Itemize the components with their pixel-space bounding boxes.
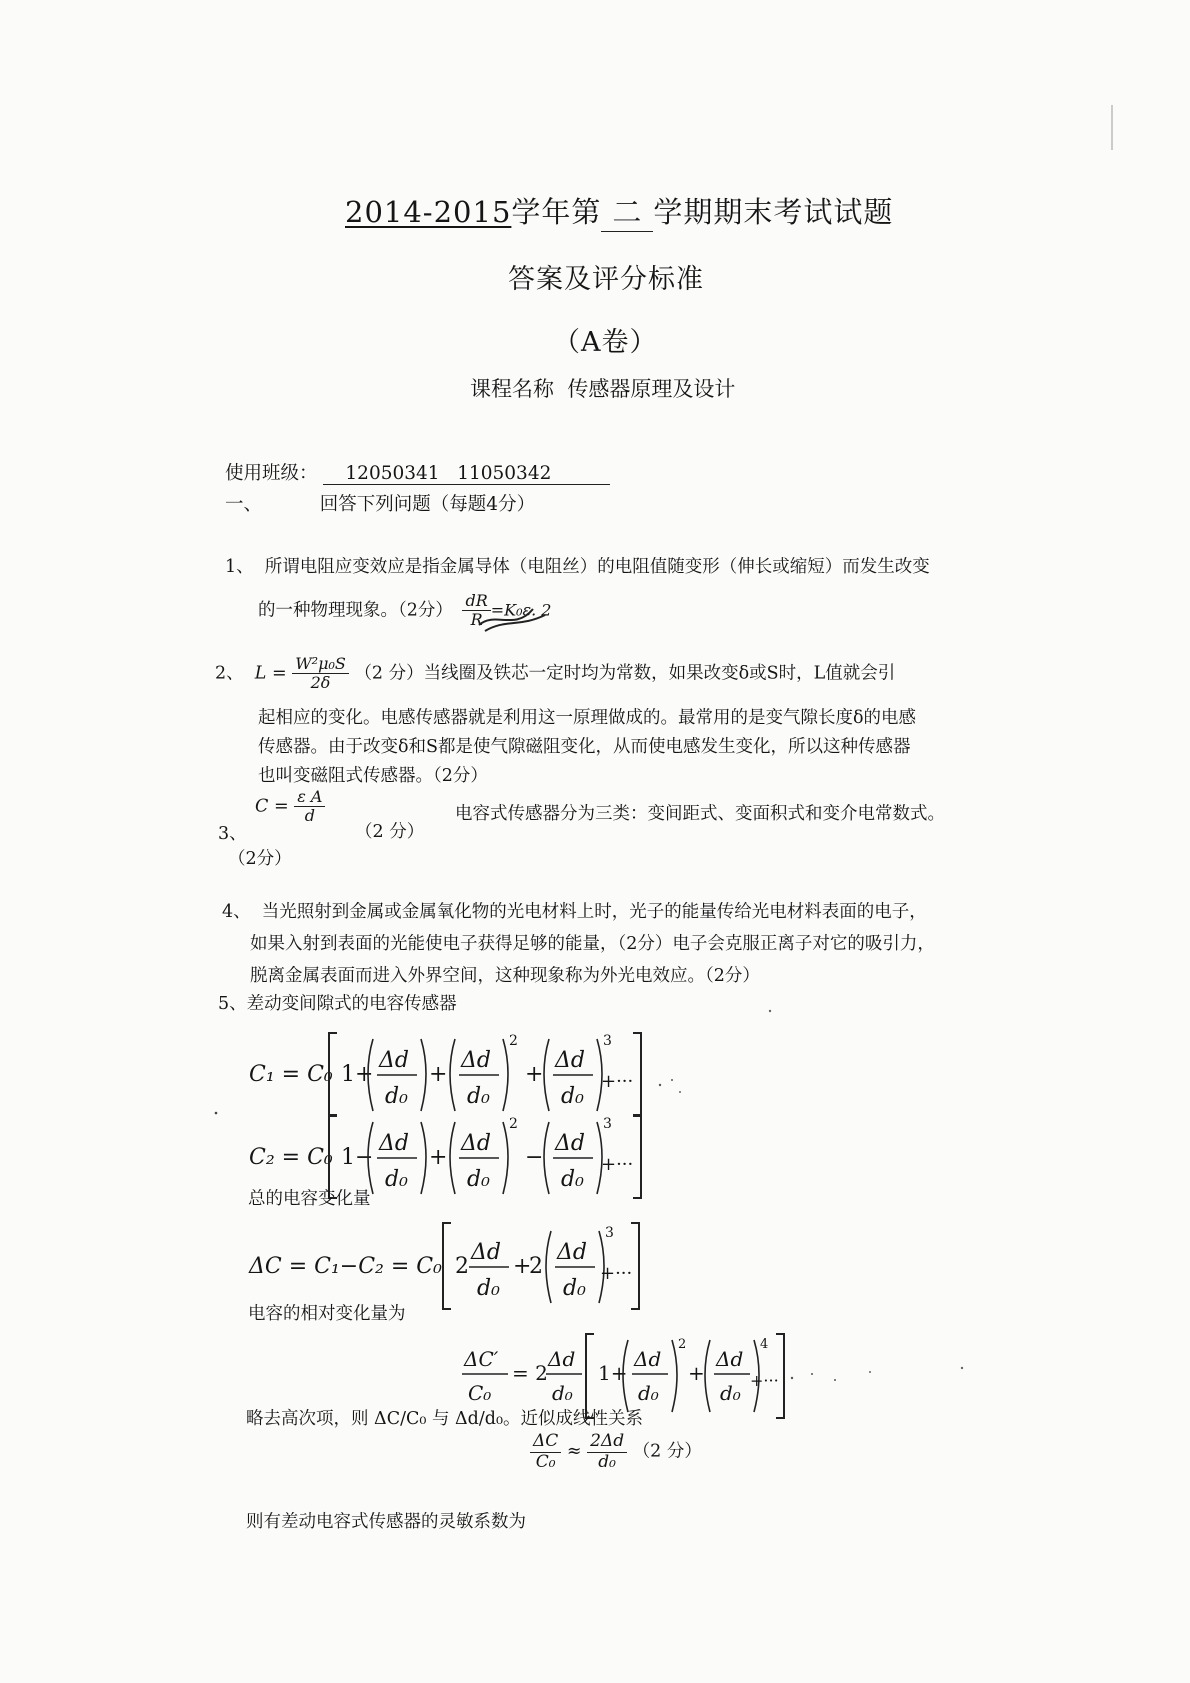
q2-line2: 起相应的变化。电感传感器就是利用这一原理做成的。最常用的是变气隙长度δ的电感 — [258, 708, 917, 728]
svg-text:2: 2 — [678, 1337, 687, 1352]
svg-text:Δd: Δd — [461, 1131, 491, 1156]
svg-text:Δd: Δd — [548, 1347, 576, 1371]
course-label: 课程名称 — [470, 377, 554, 401]
svg-text:+: + — [429, 1145, 448, 1170]
exam-title: 2014-2015学年第 二 学期期末考试试题 — [345, 190, 893, 232]
svg-text:3: 3 — [603, 1116, 612, 1132]
svg-text:C₁ = C₀: C₁ = C₀ — [249, 1062, 333, 1087]
class-label: 使用班级： — [225, 463, 318, 484]
approx-text: 略去高次项，则 ΔC/C₀ 与 Δd/d₀。近似成线性关系 — [246, 1409, 643, 1429]
class-values: 12050341 11050342 — [323, 463, 610, 485]
svg-text:Δd: Δd — [634, 1347, 662, 1371]
q4-line3: 脱离金属表面而进入外界空间，这种现象称为外光电效应。（2分） — [250, 966, 760, 986]
svg-text:ΔC′: ΔC′ — [464, 1347, 499, 1371]
q2-line4: 也叫变磁阻式传感器。（2分） — [258, 766, 488, 786]
svg-text:C₀: C₀ — [468, 1381, 492, 1405]
q5-title: 5、差动变间隙式的电容传感器 — [218, 994, 457, 1014]
svg-text:d₀: d₀ — [385, 1167, 408, 1192]
svg-text:C₂ = C₀: C₂ = C₀ — [249, 1145, 333, 1170]
q3-num: 3、 — [218, 824, 247, 844]
svg-text:1+: 1+ — [598, 1361, 628, 1385]
svg-text:2: 2 — [455, 1254, 469, 1279]
approx-equation: $\frac{\Delta C}{\text{C₀}}$ ≈ $\frac{2\Delta d}{\text{d₀}}$ （2 分） — [530, 1432, 702, 1472]
svg-text:−: − — [525, 1145, 544, 1170]
q1-formula: $\frac{dR}{R}$ — [462, 592, 490, 630]
q4-line2: 如果入射到表面的光能使电子获得足够的能量，（2分）电子会克服正离子对它的吸引力， — [250, 934, 935, 954]
year: 2014-2015 — [345, 195, 512, 229]
q3-score2: （2分） — [228, 849, 292, 869]
svg-text:Δd: Δd — [379, 1131, 409, 1156]
svg-text:4: 4 — [760, 1337, 769, 1352]
svg-text:Δd: Δd — [379, 1048, 409, 1073]
svg-text:3: 3 — [603, 1033, 612, 1049]
q4-line1: 4、 当光照射到金属或金属氧化物的光电材料上时，光子的能量传给光电材料表面的电子， — [222, 902, 927, 922]
total-change-label: 总的电容变化量 — [248, 1189, 371, 1209]
svg-text:d₀: d₀ — [467, 1084, 490, 1109]
svg-text:Δd: Δd — [555, 1048, 585, 1073]
svg-text:1−: 1− — [341, 1145, 374, 1170]
q1-line1: 1、 所谓电阻应变效应是指金属导体（电阻丝）的电阻值随变形（伸长或缩短）而发生改变 — [225, 557, 930, 577]
svg-text:2: 2 — [529, 1254, 543, 1279]
svg-text:+: + — [513, 1254, 532, 1279]
q3-formula: C = $\frac{\text{ε A}}{d}$ — [255, 788, 325, 826]
q1-line2: 的一种物理现象。（2分） $\frac{dR}{R}$ =K₀ε. 2 — [258, 591, 552, 630]
svg-text:1+: 1+ — [341, 1062, 374, 1087]
svg-text:d₀: d₀ — [638, 1381, 659, 1405]
svg-text:+: + — [688, 1361, 705, 1385]
svg-text:+···: +··· — [600, 1263, 633, 1284]
q2-line1: 2、 L = $\frac{\text{W²μ₀S}}{2\delta}$ （2 分）当线圈及铁芯一定时均为常数，如果改变δ或S时，L值就会引 — [215, 654, 896, 693]
svg-text:d₀: d₀ — [720, 1381, 741, 1405]
section-title: 回答下列问题（每题4分） — [319, 494, 536, 515]
svg-text:ΔC = C₁−C₂ = C₀: ΔC = C₁−C₂ = C₀ — [249, 1254, 442, 1279]
q2-line3: 传感器。由于改变δ和S都是使气隙磁阻变化，从而使电感发生变化，所以这种传感器 — [258, 737, 911, 757]
svg-text:2: 2 — [509, 1033, 518, 1049]
svg-text:+: + — [525, 1062, 544, 1087]
svg-text:3: 3 — [605, 1225, 614, 1241]
svg-text:+···: +··· — [601, 1071, 634, 1092]
q2-formula: $\frac{\text{W²μ₀S}}{2\delta}$ — [292, 655, 349, 693]
exam-subtitle: 答案及评分标准 — [508, 264, 704, 295]
svg-text:+: + — [429, 1062, 448, 1087]
q3-text: 电容式传感器分为三类：变间距式、变面积式和变介电常数式。 — [455, 804, 945, 824]
svg-text:Δd: Δd — [461, 1048, 491, 1073]
svg-text:d₀: d₀ — [385, 1084, 408, 1109]
svg-text:d₀: d₀ — [563, 1276, 586, 1301]
svg-text:Δd: Δd — [471, 1240, 501, 1265]
svg-text:+···: +··· — [601, 1154, 634, 1175]
svg-text:+···: +··· — [750, 1371, 779, 1390]
term: 二 — [612, 195, 643, 229]
svg-text:Δd: Δd — [555, 1131, 585, 1156]
svg-text:d₀: d₀ — [552, 1381, 573, 1405]
course-name: 传感器原理及设计 — [567, 377, 736, 401]
section-number: 一、 — [225, 494, 263, 515]
svg-text:d₀: d₀ — [561, 1084, 584, 1109]
svg-text:d₀: d₀ — [477, 1276, 500, 1301]
q3-score1: （2 分） — [355, 822, 425, 842]
svg-text:Δd: Δd — [716, 1347, 744, 1371]
sensitivity-label: 则有差动电容式传感器的灵敏系数为 — [246, 1512, 526, 1532]
svg-text:2: 2 — [509, 1116, 518, 1132]
svg-text:Δd: Δd — [557, 1240, 587, 1265]
svg-text:= 2: = 2 — [512, 1361, 548, 1385]
svg-text:d₀: d₀ — [467, 1167, 490, 1192]
relative-change-label: 电容的相对变化量为 — [248, 1304, 406, 1324]
svg-text:d₀: d₀ — [561, 1167, 584, 1192]
paper-variant: （A卷） — [553, 327, 658, 358]
